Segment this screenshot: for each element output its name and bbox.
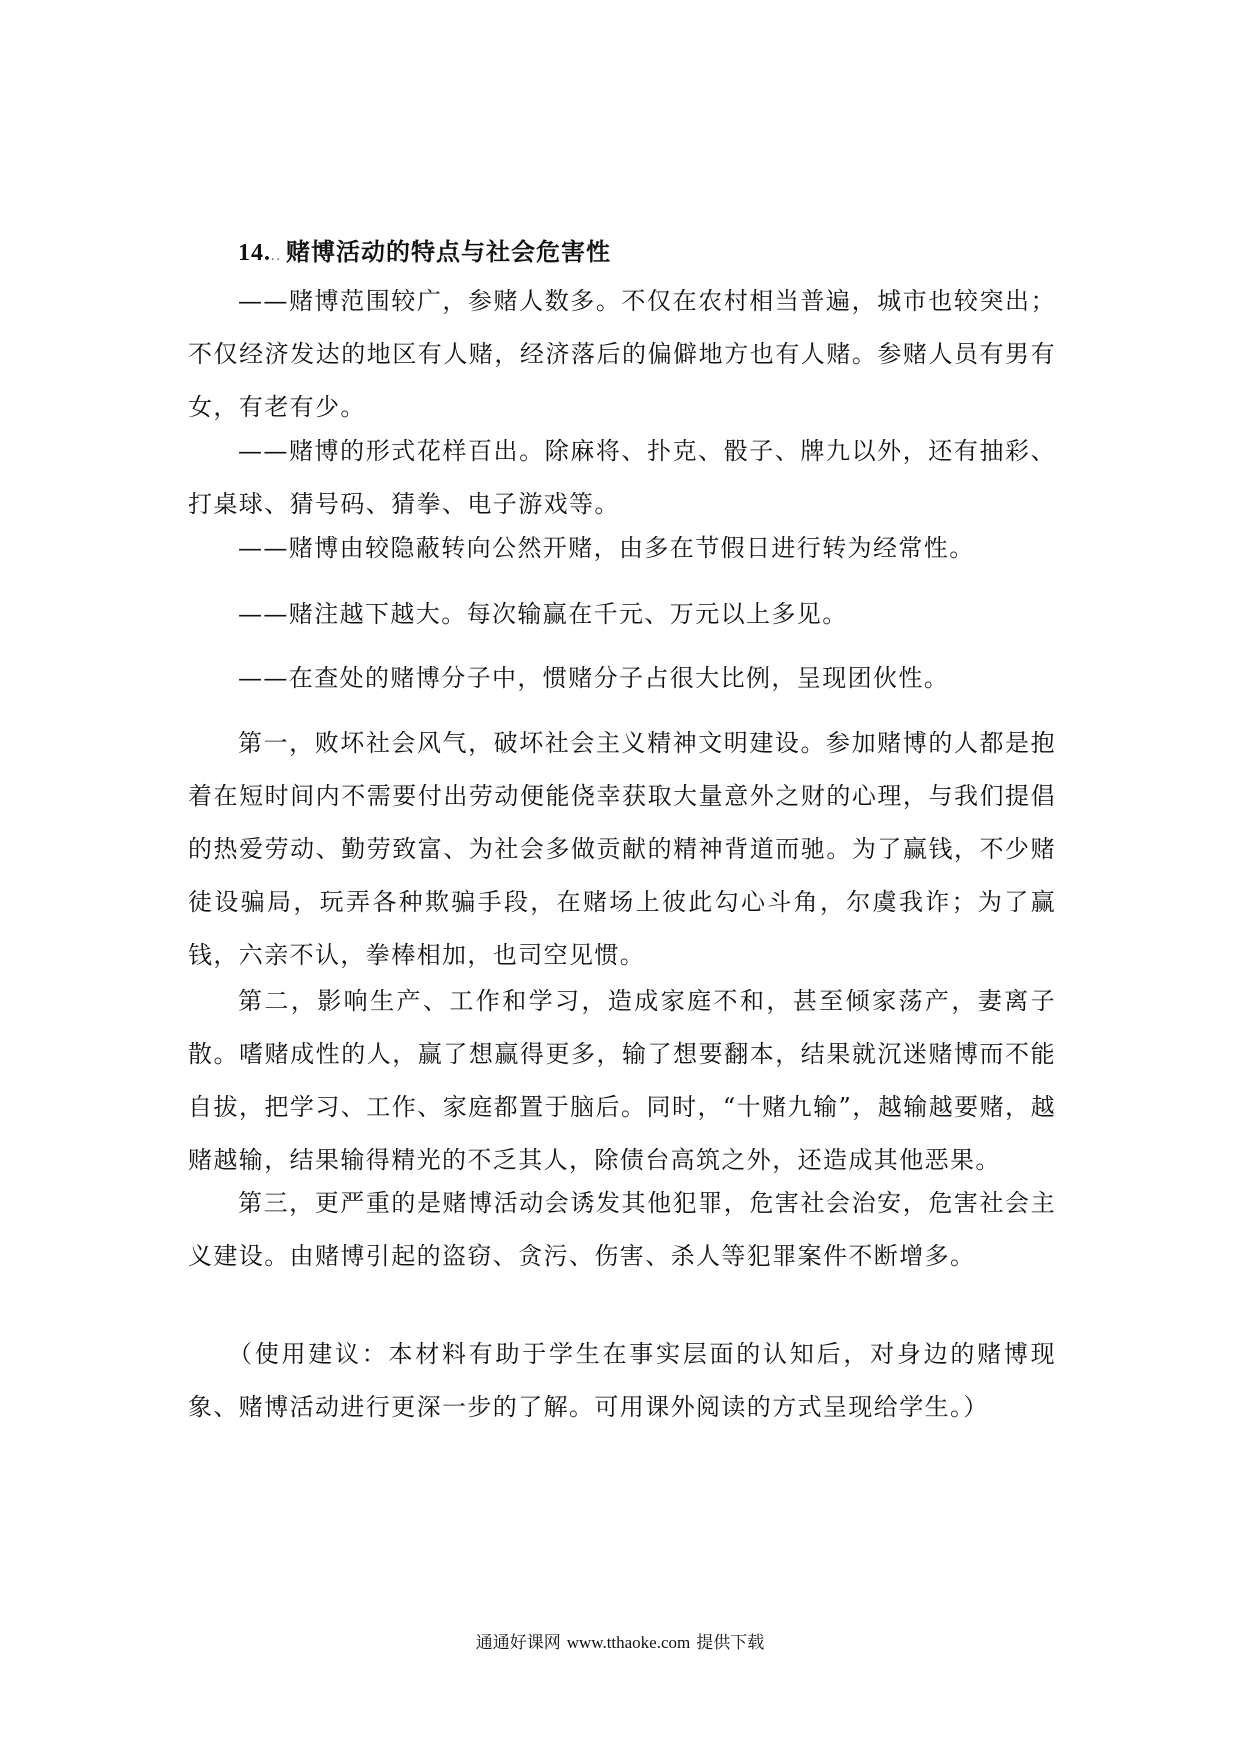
section-heading (238, 232, 611, 267)
section-title: 赌博活动的特点与社会危害性 (285, 237, 611, 266)
page-footer (0, 1628, 1240, 1653)
usage-note: （使用建议：本材料有助于学生在事实层面的认知后，对身边的赌博现象、赌博活动进行更深一步的了解。可用课外阅读的方式呈现给学生。） (188, 1340, 1056, 1421)
footer-suffix: 提供下载 (696, 1633, 765, 1653)
paragraph-second-harm: 第二，影响生产、工作和学习，造成家庭不和，甚至倾家荡产，妻离子散。嗜赌成性的人，赢了想赢得更多，输了想要翻本，结果就沉迷赌博而不能自拔，把学习、工作、家庭都置于脑后。同时，“十赌九输”，越输越要赌，越赌越输，结果输得精光的不乏其人，除债台高筑之外，还造成其他恶果。 (188, 987, 1056, 1174)
paragraph-stakes: ——赌注越下越大。每次输赢在千元、万元以上多见。 (238, 600, 848, 628)
paragraph-forms: ——赌博的形式花样百出。除麻将、扑克、骰子、牌九以外，还有抽彩、打桌球、猜号码、猜拳、电子游戏等。 (188, 437, 1056, 518)
footer-url: www.tthaoke.com (566, 1633, 691, 1652)
paragraph-scope: ——赌博范围较广，参赌人数多。不仅在农村相当普遍，城市也较突出；不仅经济发达的地区有人赌，经济落后的偏僻地方也有人赌。参赌人员有男有女，有老有少。 (188, 287, 1056, 421)
footer-site-name: 通通好课网 (475, 1633, 561, 1653)
heading-dots: .. (271, 252, 282, 263)
paragraph-openness: ——赌博由较隐蔽转向公然开赌，由多在节假日进行转为经常性。 (238, 534, 975, 562)
paragraph-gangs: ——在查处的赌博分子中，惯赌分子占很大比例，呈现团伙性。 (238, 664, 950, 692)
paragraph-first-harm: 第一，败坏社会风气，破坏社会主义精神文明建设。参加赌博的人都是抱着在短时间内不需要付出劳动便能侥幸获取大量意外之财的心理，与我们提倡的热爱劳动、勤劳致富、为社会多做贡献的精神背道而驰。为了赢钱，不少赌徒设骗局，玩弄各种欺骗手段，在赌场上彼此勾心斗角，尔虞我诈；为了赢钱，六亲不认，拳棒相加，也司空见惯。 (188, 729, 1056, 969)
paragraph-third-harm: 第三，更严重的是赌博活动会诱发其他犯罪，危害社会治安，危害社会主义建设。由赌博引起的盗窃、贪污、伤害、杀人等犯罪案件不断增多。 (188, 1189, 1056, 1270)
section-number: 14. (238, 240, 271, 266)
